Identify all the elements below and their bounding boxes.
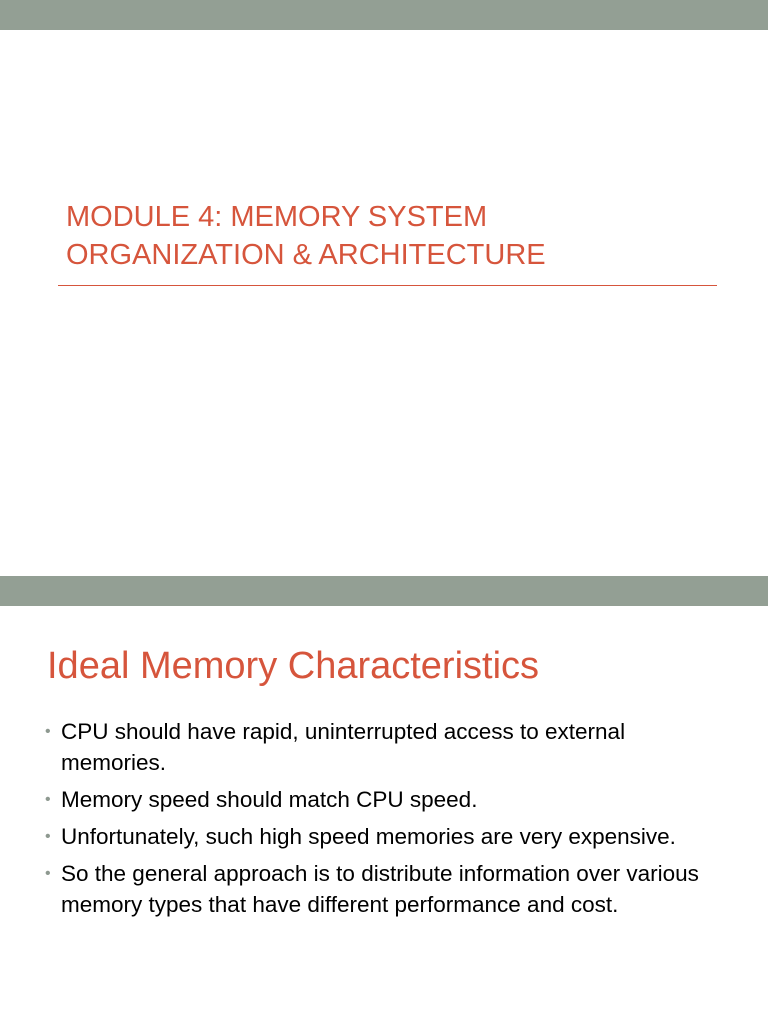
bullet-marker: •: [45, 865, 51, 882]
content-slide: [0, 576, 768, 1024]
title-divider: [58, 285, 717, 286]
slide-title-line-1: MODULE 4: MEMORY SYSTEM: [66, 201, 488, 233]
slide-title: [66, 198, 726, 274]
bullet-item: [44, 858, 734, 920]
bullet-item: [44, 784, 734, 815]
bullet-list: [44, 716, 734, 926]
bullet-text: So the general approach is to distribute information over various memory types that have different performance and cost.: [61, 861, 699, 917]
bullet-marker: •: [45, 791, 51, 808]
bullet-text: CPU should have rapid, uninterrupted access to external memories.: [61, 719, 626, 775]
slide-title-line-2: ORGANIZATION & ARCHITECTURE: [66, 239, 546, 271]
bullet-item: [44, 716, 734, 778]
bullet-item: [44, 821, 734, 852]
bullet-marker: •: [45, 828, 51, 845]
slide-header-bar: [0, 576, 768, 606]
bullet-text: Memory speed should match CPU speed.: [61, 787, 478, 812]
bullet-marker: •: [45, 723, 51, 740]
slide-heading: Ideal Memory Characteristics: [47, 645, 540, 687]
bullet-text: Unfortunately, such high speed memories are very expensive.: [61, 824, 676, 849]
slide-header-bar: [0, 0, 768, 30]
